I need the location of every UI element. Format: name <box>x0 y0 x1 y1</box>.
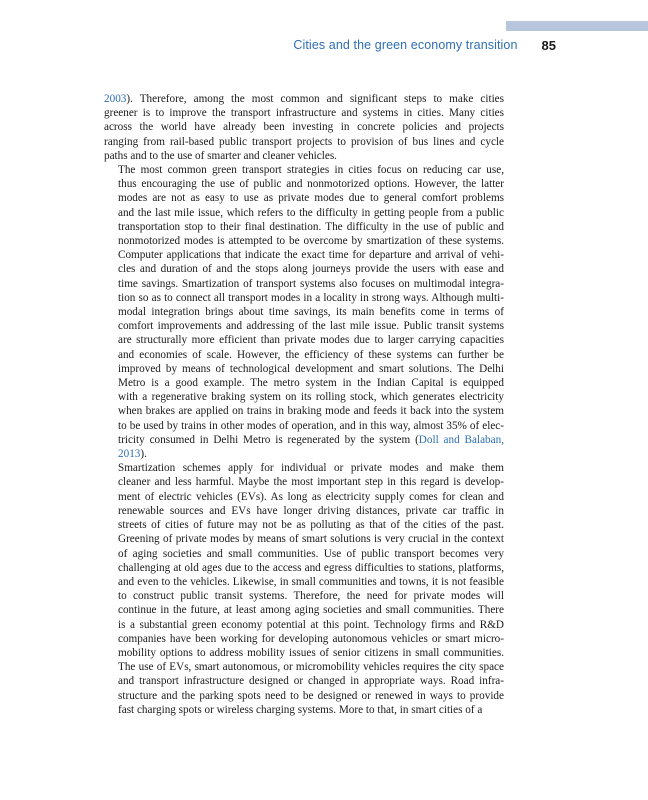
text-line <box>104 419 504 433</box>
text-line <box>104 589 504 603</box>
text-segment: comfort improvements and addressing of the last mile issue. Public transit systems <box>118 320 504 333</box>
page-number: 85 <box>541 37 556 53</box>
text-segment: with a regenerative braking system on its rolling stock, which generates electricity <box>118 391 504 404</box>
text-line <box>104 703 504 717</box>
text-line <box>104 248 504 262</box>
text-line <box>104 461 504 475</box>
text-segment: ment of electric vehicles (EVs). As long as electricity supply comes for clean and <box>118 490 504 503</box>
text-segment: cles and duration of and the stops along journeys provide the users with ease and <box>118 263 504 276</box>
text-line <box>104 674 504 688</box>
text-line <box>104 689 504 703</box>
text-line <box>104 390 504 404</box>
text-line <box>104 135 504 149</box>
text-line <box>104 447 504 461</box>
text-segment: ranging from rail-based public transport projects to provision of bus lines and cycle <box>104 135 504 148</box>
text-line <box>104 92 504 106</box>
text-segment: to construct public transit systems. Therefore, the need for private modes will <box>118 590 504 603</box>
text-line <box>104 561 504 575</box>
text-segment: tricity consumed in Delhi Metro is regenerated by the system ( <box>118 433 419 446</box>
text-line <box>104 362 504 376</box>
text-line <box>104 376 504 390</box>
text-line <box>104 575 504 589</box>
text-line <box>104 333 504 347</box>
citation-link[interactable]: 2003 <box>104 93 127 105</box>
text-segment: improved by means of technological development and smart solutions. The Delhi <box>118 362 504 375</box>
text-line <box>104 660 504 674</box>
text-line <box>104 547 504 561</box>
text-segment: structure and the parking spots need to be designed or renewed in ways to provide <box>118 689 504 702</box>
text-segment: modal integration brings about time savings, its main benefits come in terms of <box>118 306 504 319</box>
header-accent-bar <box>506 21 648 31</box>
text-line <box>104 305 504 319</box>
text-segment: time savings. Smartization of transport systems also focuses on multimodal integra- <box>118 277 504 290</box>
citation-link[interactable]: Doll and Balaban, <box>418 433 504 446</box>
running-title: Cities and the green economy transition <box>293 38 518 52</box>
text-line <box>104 475 504 489</box>
text-segment: ). Therefore, among the most common and significant steps to make cities <box>126 93 504 105</box>
text-segment: Smartization schemes apply for individual or private modes and make them <box>118 462 504 475</box>
text-segment: Computer applications that indicate the exact time for departure and arrival of vehi- <box>118 249 504 262</box>
text-line <box>104 490 504 504</box>
text-segment: mobility options to address mobility issues of senior citizens in small communities. <box>118 646 504 659</box>
text-segment: thus encouraging the use of public and nonmotorized options. However, the latter <box>118 178 504 191</box>
text-line <box>104 149 504 163</box>
text-line <box>104 206 504 220</box>
text-line <box>104 532 504 546</box>
text-segment: tion so as to connect all transport modes in a locality in strong ways. Although multi- <box>118 291 504 304</box>
text-segment: and economies of scale. However, the efficiency of these systems can further be <box>118 348 504 361</box>
text-line <box>104 220 504 234</box>
text-line <box>104 319 504 333</box>
paragraph <box>104 92 504 163</box>
text-line <box>104 632 504 646</box>
text-line <box>104 504 504 518</box>
text-segment: The use of EVs, smart autonomous, or micromobility vehicles requires the city space <box>118 661 504 674</box>
text-line <box>104 106 504 120</box>
text-segment: paths and to the use of smarter and cleaner vehicles. <box>104 149 337 162</box>
text-line <box>104 120 504 134</box>
text-segment: The most common green transport strategies in cities focus on reducing car use, <box>118 164 504 177</box>
text-segment: transportation stop to their final destination. The difficulty in the use of public and <box>118 220 504 233</box>
text-line <box>104 234 504 248</box>
text-segment: ). <box>140 448 147 461</box>
text-line <box>104 277 504 291</box>
text-line <box>104 603 504 617</box>
text-segment: is a substantial green economy potential at this point. Technology firms and R&D <box>118 618 504 631</box>
text-segment: companies have been working for developing autonomous vehicles or smart micro- <box>118 632 504 645</box>
text-segment: challenging at old ages due to the access and egress difficulties to stations, platforms, <box>118 561 504 574</box>
text-segment: streets of cities of future may not be as polluting as that of the cities of the past. <box>118 519 504 532</box>
text-line <box>104 433 504 447</box>
text-line <box>104 404 504 418</box>
text-segment: greener is to improve the transport infrastructure and systems in cities. Many cities <box>104 107 504 120</box>
text-segment: are structurally more efficient than private modes due to larger carrying capacities <box>118 334 504 347</box>
text-line <box>104 646 504 660</box>
text-segment: to be used by trains in other modes of operation, and in this way, almost 35% of elec- <box>118 419 504 432</box>
running-header <box>0 36 556 54</box>
text-line <box>104 518 504 532</box>
text-segment: nonmotorized modes is attempted to be overcome by smartization of these systems. <box>118 235 504 248</box>
paragraph <box>104 163 504 461</box>
text-segment: renewable sources and EVs have longer driving distances, private car traffic in <box>118 504 504 517</box>
text-segment: cleaner and less harmful. Maybe the most important step in this regard is develop- <box>118 476 504 489</box>
text-segment: when brakes are applied on trains in braking mode and feeds it back into the system <box>118 405 504 418</box>
text-segment: and the last mile issue, which refers to the difficulty in getting people from a public <box>118 206 504 219</box>
body-text <box>104 92 504 717</box>
text-segment: of aging societies and small communities. Use of public transport becomes very <box>118 547 504 560</box>
text-segment: fast charging spots or wireless charging systems. More to that, in smart cities of a <box>118 703 483 716</box>
text-line <box>104 177 504 191</box>
text-segment: Greening of private modes by means of smart solutions is very crucial in the context <box>118 533 504 546</box>
text-segment: Metro is a good example. The metro system in the Indian Capital is equipped <box>118 377 504 390</box>
text-segment: across the world have already been investing in concrete policies and projects <box>104 121 504 134</box>
text-segment: and transport infrastructure designed or changed in appropriate ways. Road infra- <box>118 675 504 688</box>
text-line <box>104 348 504 362</box>
text-line <box>104 163 504 177</box>
text-line <box>104 618 504 632</box>
text-line <box>104 291 504 305</box>
text-segment: and even to the vehicles. Likewise, in small communities and towns, it is not feasible <box>118 575 504 588</box>
text-line <box>104 262 504 276</box>
text-segment: continue in the future, at least among aging societies and small communities. There <box>118 604 504 617</box>
text-line <box>104 191 504 205</box>
text-segment: modes are not as easy to use as private modes due to general comfort problems <box>118 192 504 205</box>
citation-link[interactable]: 2013 <box>118 448 141 461</box>
paragraph <box>104 461 504 717</box>
